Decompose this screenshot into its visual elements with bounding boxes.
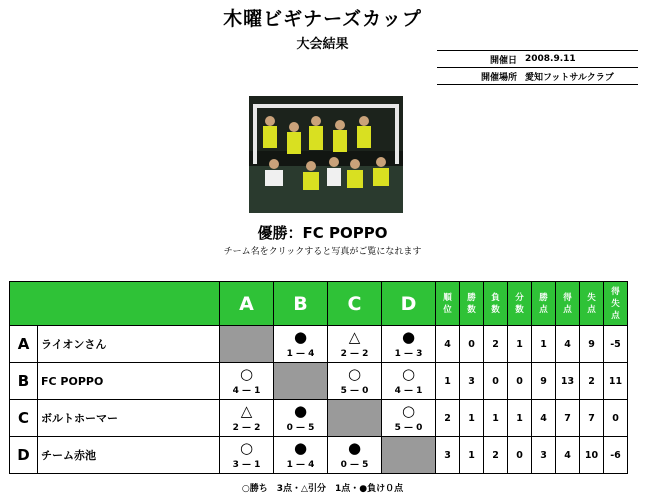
table-row — [10, 400, 628, 437]
stat-header-goals-for: 得 点 — [556, 282, 580, 326]
match-result-cell — [328, 363, 382, 400]
self-match-cell — [274, 363, 328, 400]
team-name-link[interactable]: チーム赤池 — [38, 437, 220, 474]
match-score — [328, 386, 381, 396]
results-table — [9, 281, 628, 474]
stat-cell: 3 — [532, 437, 556, 474]
col-header-a: A — [220, 282, 274, 326]
result-symbol: ○ — [401, 402, 416, 420]
stat-header-rank: 順 位 — [436, 282, 460, 326]
page-title: 木曜ビギナーズカップ — [223, 8, 422, 30]
col-header-c: C — [328, 282, 382, 326]
stat-cell: 1 — [460, 437, 484, 474]
stat-cell: 1 — [532, 326, 556, 363]
stat-cell: 4 — [532, 400, 556, 437]
page-subtitle: 大会結果 — [296, 37, 349, 52]
score-away: 2 — [362, 349, 369, 359]
date-value: 2008.9.11 — [525, 54, 576, 64]
match-score — [220, 386, 273, 396]
score-dash: — — [292, 349, 309, 359]
champion-text: 優勝：FC POPPO — [257, 224, 388, 242]
stat-cell: 7 — [580, 400, 604, 437]
match-score — [220, 423, 273, 433]
match-score — [328, 349, 381, 359]
score-dash: — — [292, 423, 309, 433]
match-result-cell — [382, 400, 436, 437]
champion-team-photo — [249, 96, 403, 213]
score-away: 2 — [254, 423, 261, 433]
stat-cell: 1 — [508, 326, 532, 363]
stat-cell: 13 — [556, 363, 580, 400]
score-home: 3 — [232, 460, 239, 470]
score-away: 1 — [254, 460, 261, 470]
row-label: C — [10, 400, 38, 437]
self-match-cell — [382, 437, 436, 474]
score-home: 2 — [340, 349, 347, 359]
result-symbol: △ — [240, 402, 253, 420]
venue-row — [437, 68, 638, 85]
stat-cell: 0 — [508, 437, 532, 474]
match-result-cell — [274, 437, 328, 474]
match-score — [382, 423, 435, 433]
score-away: 3 — [416, 349, 423, 359]
result-symbol: △ — [348, 328, 361, 346]
stat-cell: 1 — [508, 400, 532, 437]
stat-header-points: 勝 点 — [532, 282, 556, 326]
stat-header-wins: 勝 数 — [460, 282, 484, 326]
stat-cell: 2 — [484, 437, 508, 474]
team-name-link[interactable]: ライオンさん — [38, 326, 220, 363]
stat-cell: 1 — [460, 400, 484, 437]
result-symbol: ○ — [239, 365, 254, 383]
score-dash: — — [238, 386, 255, 396]
stat-cell: 0 — [508, 363, 532, 400]
score-away: 0 — [416, 423, 423, 433]
stat-cell: 7 — [556, 400, 580, 437]
stat-header-draws: 分 数 — [508, 282, 532, 326]
score-away: 1 — [416, 386, 423, 396]
stat-cell: 0 — [460, 326, 484, 363]
col-header-b: B — [274, 282, 328, 326]
result-symbol: ○ — [401, 365, 416, 383]
match-score — [220, 460, 273, 470]
match-result-cell — [220, 437, 274, 474]
score-home: 4 — [232, 386, 239, 396]
row-label: A — [10, 326, 38, 363]
score-away: 0 — [362, 386, 369, 396]
team-name-link[interactable]: FC POPPO — [38, 363, 220, 400]
match-score — [382, 349, 435, 359]
score-home: 4 — [394, 386, 401, 396]
legend: ○勝ち 3点・△引分 1点・●負け０点 — [241, 484, 404, 494]
match-result-cell — [382, 326, 436, 363]
stat-cell: 2 — [484, 326, 508, 363]
stat-header-losses: 負 数 — [484, 282, 508, 326]
match-result-cell — [220, 363, 274, 400]
stat-cell: 4 — [436, 326, 460, 363]
score-home: 0 — [286, 423, 293, 433]
venue-value: 愛知フットサルクラブ — [525, 72, 614, 83]
stat-cell: 0 — [484, 363, 508, 400]
stat-cell: 3 — [460, 363, 484, 400]
score-home: 5 — [394, 423, 401, 433]
match-result-cell — [328, 437, 382, 474]
team-photo-image — [249, 96, 403, 213]
table-row — [10, 437, 628, 474]
score-home: 2 — [232, 423, 239, 433]
match-result-cell — [328, 326, 382, 363]
match-score — [382, 386, 435, 396]
score-dash: — — [346, 386, 363, 396]
match-score — [328, 460, 381, 470]
score-away: 1 — [254, 386, 261, 396]
stat-cell: 9 — [532, 363, 556, 400]
score-home: 1 — [286, 349, 293, 359]
match-score — [274, 423, 327, 433]
self-match-cell — [328, 400, 382, 437]
stat-cell: 1 — [436, 363, 460, 400]
row-label: B — [10, 363, 38, 400]
score-dash: — — [238, 460, 255, 470]
score-away: 4 — [308, 349, 315, 359]
score-dash: — — [400, 423, 417, 433]
stat-cell: 4 — [556, 326, 580, 363]
table-row — [10, 326, 628, 363]
score-dash: — — [346, 460, 363, 470]
event-info — [437, 50, 638, 85]
stat-cell: -5 — [604, 326, 628, 363]
match-result-cell — [220, 400, 274, 437]
score-home: 1 — [394, 349, 401, 359]
table-row — [10, 363, 628, 400]
result-symbol: ● — [293, 328, 308, 346]
match-score — [274, 349, 327, 359]
result-symbol: ● — [401, 328, 416, 346]
score-dash: — — [346, 349, 363, 359]
score-home: 0 — [340, 460, 347, 470]
stat-header-goals-against: 失 点 — [580, 282, 604, 326]
stat-cell: -6 — [604, 437, 628, 474]
score-dash: — — [292, 460, 309, 470]
stat-cell: 0 — [604, 400, 628, 437]
date-label: 開催日 — [489, 55, 517, 66]
stat-cell: 9 — [580, 326, 604, 363]
score-home: 1 — [286, 460, 293, 470]
date-row — [437, 51, 638, 68]
stat-cell: 2 — [580, 363, 604, 400]
result-symbol: ● — [293, 402, 308, 420]
score-dash: — — [400, 349, 417, 359]
table-header-row — [10, 282, 628, 326]
row-label: D — [10, 437, 38, 474]
match-result-cell — [382, 363, 436, 400]
score-away: 5 — [362, 460, 369, 470]
self-match-cell — [220, 326, 274, 363]
stat-cell: 11 — [604, 363, 628, 400]
score-home: 5 — [340, 386, 347, 396]
score-away: 4 — [308, 460, 315, 470]
result-symbol: ○ — [347, 365, 362, 383]
stat-cell: 4 — [556, 437, 580, 474]
match-result-cell — [274, 400, 328, 437]
result-symbol: ● — [293, 439, 308, 457]
stat-header-goal-diff: 得 失 点 — [604, 282, 628, 326]
match-result-cell — [274, 326, 328, 363]
stat-cell: 2 — [436, 400, 460, 437]
stat-cell: 10 — [580, 437, 604, 474]
match-score — [274, 460, 327, 470]
stat-cell: 3 — [436, 437, 460, 474]
stat-cell: 1 — [484, 400, 508, 437]
col-header-d: D — [382, 282, 436, 326]
score-away: 5 — [308, 423, 315, 433]
click-note: チーム名をクリックすると写真がご覧になれます — [223, 247, 422, 257]
venue-label: 開催場所 — [480, 72, 517, 83]
result-symbol: ● — [347, 439, 362, 457]
score-dash: — — [400, 386, 417, 396]
result-symbol: ○ — [239, 439, 254, 457]
score-dash: — — [238, 423, 255, 433]
header-blank — [10, 282, 220, 326]
team-name-link[interactable]: ボルトホーマー — [38, 400, 220, 437]
